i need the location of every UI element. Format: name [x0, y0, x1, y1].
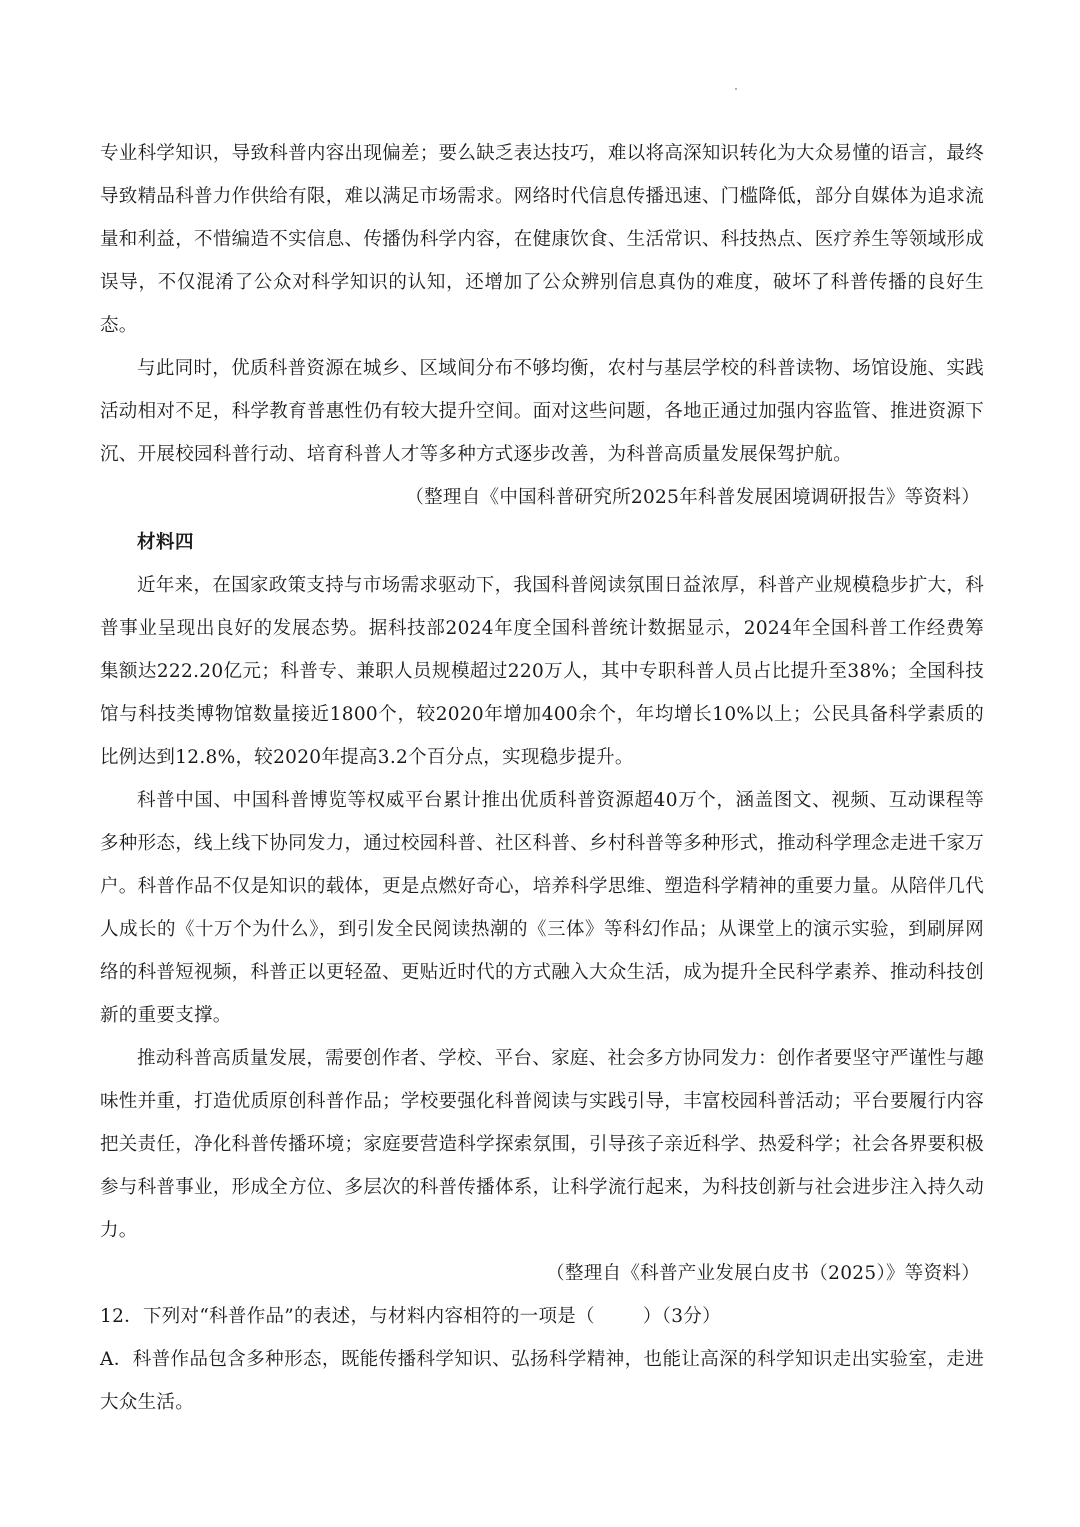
exam-page [100, 132, 984, 1424]
material3-paragraph-continued: 专业科学知识，导致科普内容出现偏差；要么缺乏表达技巧，难以将高深知识转化为大众易懂的语言，最终导致精品科普力作供给有限，难以满足市场需求。网络时代信息传播迅速、门槛降低，部分自媒体为追求流量和利益，不惜编造不实信息、传播伪科学内容，在健康饮食、生活常识、科技热点、医疗养生等领域形成误导，不仅混淆了公众对科学知识的认知，还增加了公众辨别信息真伪的难度，破坏了科普传播的良好生态。 [100, 143, 984, 336]
scan-dot [735, 88, 737, 90]
material4-paragraph-1: 近年来，在国家政策支持与市场需求驱动下，我国科普阅读氛围日益浓厚，科普产业规模稳步扩大，科普事业呈现出良好的发展态势。据科技部2024年度全国科普统计数据显示，2024年全国科普工作经费筹集额达222.20亿元；科普专、兼职人员规模超过220万人，其中专职科普人员占比提升至38%；全国科技馆与科技类博物馆数量接近1800个，较2020年增加400余个，年均增长10%以上；公民具备科学素质的比例达到12.8%，较2020年提高3.2个百分点，实现稳步提升。 [100, 575, 984, 768]
question-12-prefix: 12．下列对“科普作品”的表述，与材料内容相符的一项是（ [100, 1306, 595, 1327]
material4-source: （整理自《科普产业发展白皮书（2025）》等资料） [546, 1263, 980, 1284]
material4-paragraph-3: 推动科普高质量发展，需要创作者、学校、平台、家庭、社会多方协同发力：创作者要坚守严谨性与趣味性并重，打造优质原创科普作品；学校要强化科普阅读与实践引导，丰富校园科普活动；平台要履行内容把关责任，净化科普传播环境；家庭要营造科学探索氛围，引导孩子亲近科学、热爱科学；社会各界要积极参与科普事业，形成全方位、多层次的科普传播体系，让科学流行起来，为科技创新与社会进步注入持久动力。 [100, 1048, 984, 1241]
material4-heading: 材料四 [137, 532, 195, 553]
question-12-option-a: A．科普作品包含多种形态，既能传播科学知识、弘扬科学精神，也能让高深的科学知识走出实验室，走进大众生活。 [100, 1349, 984, 1413]
question-12-stem [100, 1295, 984, 1338]
question-12-suffix: ）（3分） [642, 1306, 721, 1327]
material3-paragraph: 与此同时，优质科普资源在城乡、区域间分布不够均衡，农村与基层学校的科普读物、场馆设施、实践活动相对不足，科学教育普惠性仍有较大提升空间。面对这些问题，各地正通过加强内容监管、推进资源下沉、开展校园科普行动、培育科普人才等多种方式逐步改善，为科普高质量发展保驾护航。 [100, 358, 984, 465]
material3-source: （整理自《中国科普研究所2025年科普发展困境调研报告》等资料） [405, 487, 980, 508]
material4-paragraph-2: 科普中国、中国科普博览等权威平台累计推出优质科普资源超40万个，涵盖图文、视频、互动课程等多种形态，线上线下协同发力，通过校园科普、社区科普、乡村科普等多种形式，推动科学理念走进千家万户。科普作品不仅是知识的载体，更是点燃好奇心，培养科学思维、塑造科学精神的重要力量。从陪伴几代人成长的《十万个为什么》，到引发全民阅读热潮的《三体》等科幻作品；从课堂上的演示实验，到刷屏网络的科普短视频，科普正以更轻盈、更贴近时代的方式融入大众生活，成为提升全民科学素养、推动科技创新的重要支撑。 [100, 790, 984, 1026]
